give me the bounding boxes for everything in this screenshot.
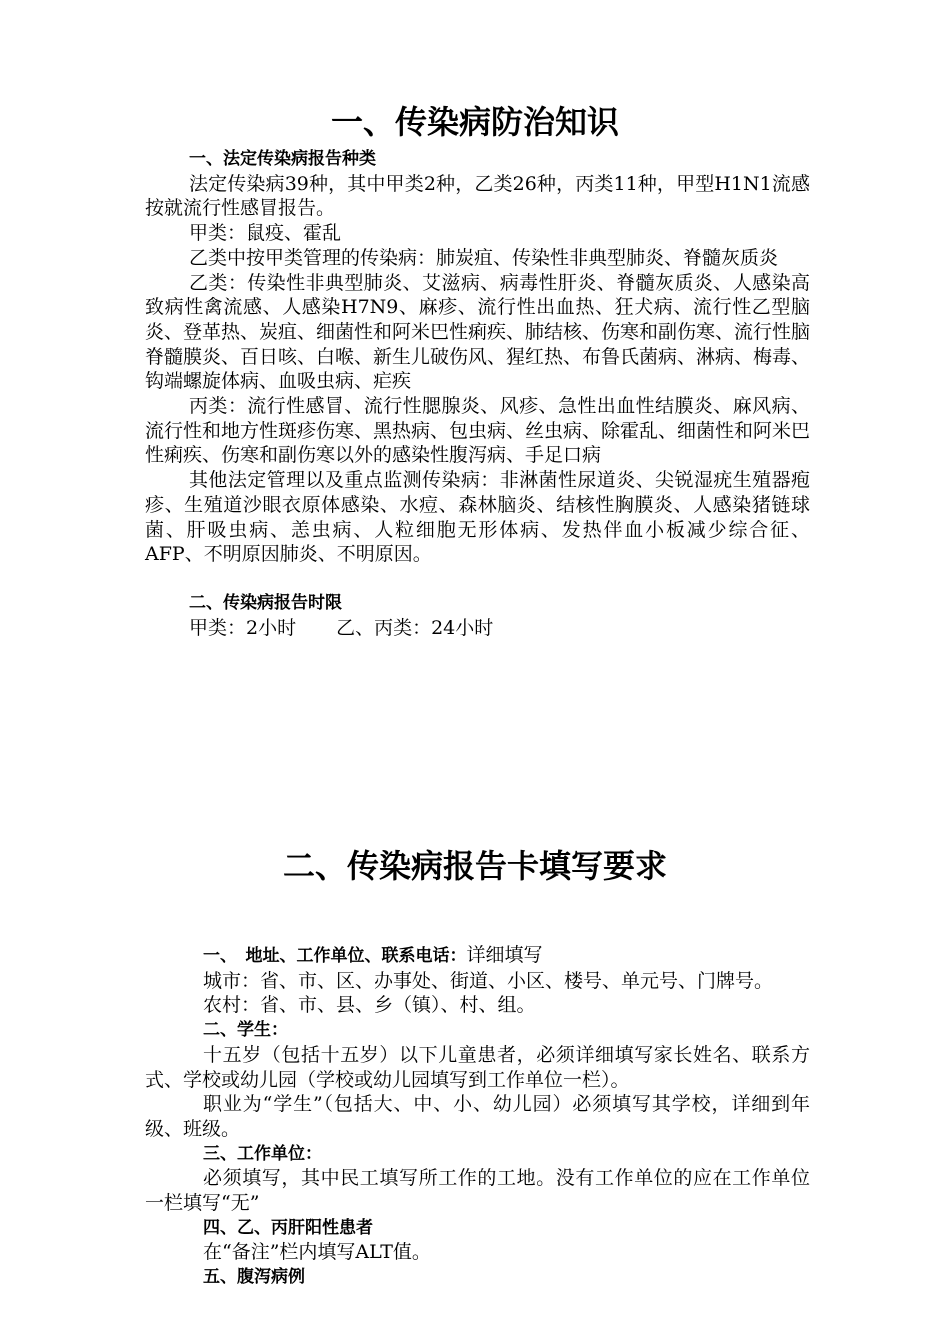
paragraph-class-b: 乙类：传染性非典型肺炎、艾滋病、病毒性肝炎、脊髓灰质炎、人感染高致病性禽流感、人感染H7N9、麻疹、流行性出血热、狂犬病、流行性乙型脑炎、登革热、炭疽、细菌性和阿米巴性痢疾、肺结核、伤寒和副伤寒、流行性脑脊髓膜炎、百日咳、白喉、新生儿破伤风、猩红热、布鲁氏菌病、淋病、梅毒、钩端螺旋体病、血吸虫病、疟疾 — [145, 271, 811, 393]
item5-label: 五、腹泻病例 — [203, 1267, 305, 1288]
item2-label: 二、学生： — [203, 1020, 288, 1041]
item1-label: 一、 地址、工作单位、联系电话： — [203, 946, 467, 966]
item1-text: 详细填写 — [466, 944, 543, 966]
item1-rural: 农村：省、市、县、乡（镇）、村、组。 — [203, 994, 536, 1017]
item4-paragraph1: 在“备注”栏内填写ALT值。 — [203, 1241, 431, 1264]
item3-paragraph1: 必须填写，其中民工填写所工作的工地。没有工作单位的应在工作单位一栏填写“无” — [145, 1167, 810, 1215]
subheading-report-time-limit: 二、传染病报告时限 — [189, 592, 342, 613]
section2-body — [145, 943, 810, 1290]
item4-label: 四、乙、丙肝阳性患者 — [203, 1217, 373, 1238]
item1-line — [145, 943, 810, 969]
item2-paragraph2: 职业为“学生”（包括大、中、小、幼儿园）必须填写其学校，详细到年级、班级。 — [145, 1093, 810, 1140]
section2-title: 二、传染病报告卡填写要求 — [282, 847, 667, 885]
paragraph-class-b-as-a: 乙类中按甲类管理的传染病：肺炭疽、传染性非典型肺炎、脊髓灰质炎 — [189, 246, 779, 269]
paragraph-other-diseases: 其他法定管理以及重点监测传染病：非淋菌性尿道炎、尖锐湿疣生殖器疱疹、生殖道沙眼衣原体感染、水痘、森林脑炎、结核性胸膜炎、人感染猪链球菌、肝吸虫病、恙虫病、人粒细胞无形体病、发热伴血小板减少综合征、AFP、不明原因肺炎、不明原因。 — [145, 469, 810, 566]
section1-body — [145, 147, 810, 640]
time-limit-class-a: 甲类：2小时 — [189, 616, 297, 639]
spacer — [145, 567, 810, 591]
item1-city: 城市：省、市、区、办事处、街道、小区、楼号、单元号、门牌号。 — [203, 969, 774, 992]
section1-title: 一、传染病防治知识 — [330, 103, 619, 141]
paragraph-class-c: 丙类：流行性感冒、流行性腮腺炎、风疹、急性出血性结膜炎、麻风病、流行性和地方性斑疹伤寒、黑热病、包虫病、丝虫病、除霍乱、细菌性和阿米巴性痢疾、伤寒和副伤寒以外的感染性腹泻病、手足口病 — [145, 395, 811, 467]
item3-label: 三、工作单位： — [203, 1143, 322, 1164]
time-limit-class-bc: 乙、丙类：24小时 — [336, 616, 494, 639]
subheading-report-types: 一、法定传染病报告种类 — [189, 149, 376, 169]
item2-paragraph1: 十五岁（包括十五岁）以下儿童患者，必须详细填写家长姓名、联系方式、学校或幼儿园（学校或幼儿园填写到工作单位一栏）。 — [145, 1043, 810, 1091]
paragraph-class-a: 甲类：鼠疫、霍乱 — [189, 222, 342, 245]
paragraph-time-limits — [145, 616, 810, 641]
paragraph-total-count: 法定传染病39种，其中甲类2种，乙类26种，丙类11种，甲型H1N1流感按就流行性感冒报告。 — [145, 172, 810, 220]
